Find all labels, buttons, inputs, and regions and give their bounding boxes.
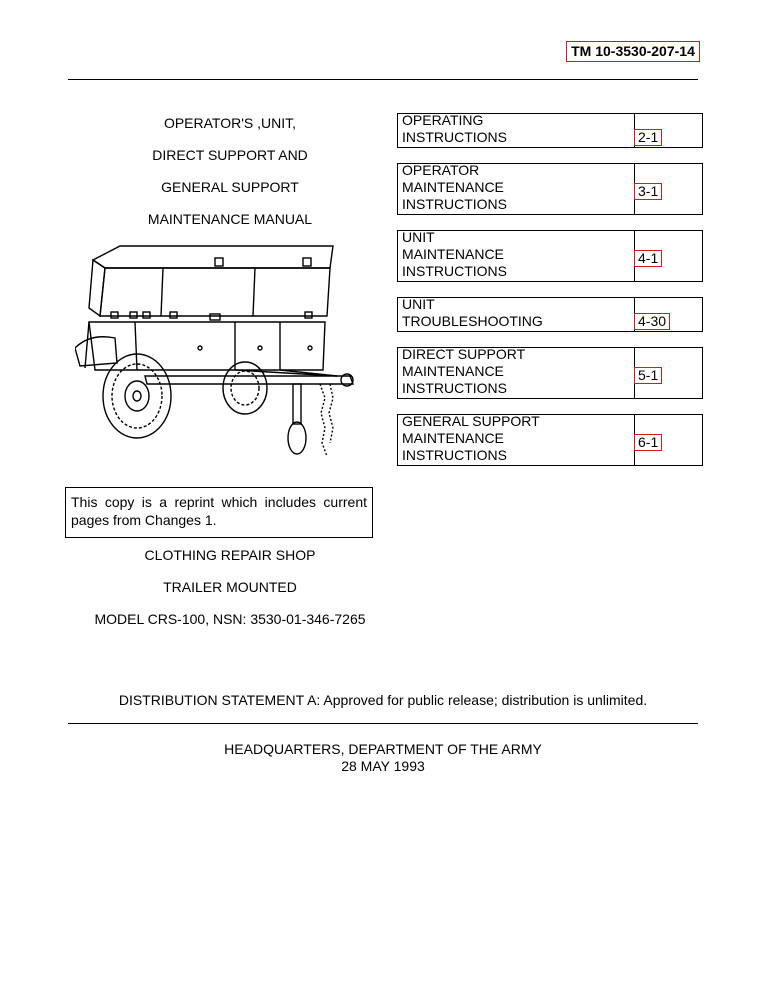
toc-page-link[interactable]: 4-1 (634, 250, 662, 267)
toc-label: GENERAL SUPPORT MAINTENANCE INSTRUCTIONS (402, 413, 540, 463)
footer-rule (68, 723, 698, 724)
tm-number-link[interactable]: TM 10-3530-207-14 (566, 41, 700, 62)
header-rule (68, 79, 698, 80)
toc-item-operator-maintenance (397, 163, 703, 215)
toc-page-link[interactable]: 2-1 (634, 129, 662, 146)
toc-page-link[interactable]: 4-30 (634, 313, 670, 330)
title-line-2: DIRECT SUPPORT AND (152, 147, 308, 163)
toc-item-unit-troubleshooting (397, 297, 703, 332)
reprint-note: This copy is a reprint which includes current pages from Changes 1. (65, 487, 373, 538)
distribution-statement: DISTRIBUTION STATEMENT A: Approved for public release; distribution is unlimited. (118, 692, 648, 708)
toc-item-general-support (397, 414, 703, 466)
product-line-3: MODEL CRS-100, NSN: 3530-01-346-7265 (94, 611, 366, 627)
toc-item-operating (397, 113, 703, 148)
toc-page-link[interactable]: 6-1 (634, 434, 662, 451)
toc-page-link[interactable]: 5-1 (634, 367, 662, 384)
toc-label: DIRECT SUPPORT MAINTENANCE INSTRUCTIONS (402, 346, 526, 396)
toc-label: UNIT TROUBLESHOOTING (402, 296, 543, 329)
title-line-1: OPERATOR'S ,UNIT, (163, 115, 297, 131)
trailer-illustration (75, 238, 375, 463)
product-line-2: TRAILER MOUNTED (163, 579, 297, 595)
toc-item-direct-support (397, 347, 703, 399)
toc-label: OPERATOR MAINTENANCE INSTRUCTIONS (402, 162, 507, 212)
footer-date: 28 MAY 1993 (341, 758, 425, 774)
toc-label: OPERATING INSTRUCTIONS (402, 112, 507, 145)
toc-item-unit-maintenance (397, 230, 703, 282)
toc-label: UNIT MAINTENANCE INSTRUCTIONS (402, 229, 507, 279)
title-line-3: GENERAL SUPPORT (161, 179, 299, 195)
footer-org: HEADQUARTERS, DEPARTMENT OF THE ARMY (224, 741, 542, 757)
toc-page-link[interactable]: 3-1 (634, 183, 662, 200)
title-line-4: MAINTENANCE MANUAL (147, 211, 313, 227)
product-line-1: CLOTHING REPAIR SHOP (144, 547, 316, 563)
